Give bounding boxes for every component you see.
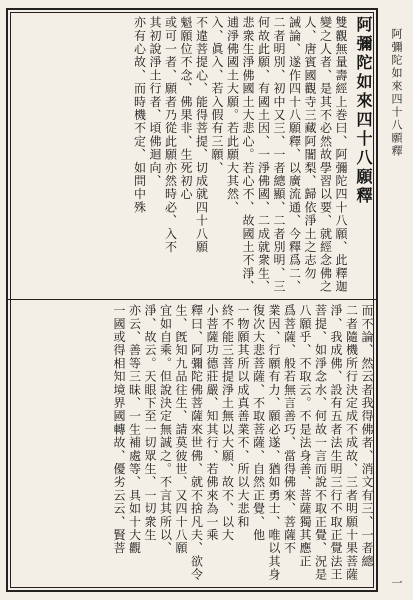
- upper-register: [8, 14, 376, 300]
- text-column: 變之人者、是其不必然故學習以要、就經念佛之: [318, 16, 333, 294]
- text-column: 而不論、然云者我得佛者、消文有三、一者總: [360, 304, 374, 568]
- text-column: 逋淨佛國土大願。若此願大其然、: [225, 16, 240, 214]
- text-column: 業因、行願有力、願必遂、猶如勇士、唯以其身: [267, 304, 281, 582]
- register-divider: [8, 299, 376, 300]
- text-column: 淨、故云。天眼下至一切眾生、一切衆生: [143, 304, 157, 542]
- text-frame: [6, 8, 378, 592]
- running-head: 阿彌陀如來四十八願釋: [390, 28, 403, 158]
- text-column: 悲衆生淨佛國土大悲心。若心不、故國土不淨、: [241, 16, 255, 294]
- text-column: 誡論、遂作四十八願釋、以廣流通、今釋爲二、: [287, 16, 302, 294]
- text-column: 魁願位不念、佛果非、生死初心: [179, 16, 193, 201]
- text-column: 二者隨機所行決定成不成故、三者明願十果菩薩: [344, 304, 359, 582]
- text-column: 不違菩提心、能得菩提、切成就四十八願: [194, 16, 209, 254]
- document-title: 阿彌陀如來四十八願釋: [354, 16, 373, 206]
- text-column: 一國或得相知境界國轉故、優劣云云、賢菩: [112, 304, 126, 555]
- text-column: 終不能三菩提淨土無以大願、故不、以大: [220, 304, 235, 542]
- text-column: 一物願其所以成真善業不、所以大悲和: [236, 304, 250, 529]
- text-column: 亦云、善等三昧、一生補處等、具如十大觀: [127, 304, 142, 555]
- text-column: 爲菩薩、般若無言善巧、當得佛來、菩薩不: [282, 304, 297, 555]
- text-column: 人、唐賓國觀寺三藏阿闍梨、歸依淨土之志勿: [303, 16, 317, 280]
- text-column: 亦有心故、而時機不定、如問中殊: [132, 16, 147, 214]
- text-column: 菩提、如淨念水、何故一言而說不取正覺、況是: [313, 304, 328, 582]
- text-column: 雙觀無量壽經上巻曰、阿彌陀四十八願、此釋迦: [334, 16, 348, 294]
- text-column: 生、旣知九品往生、請莫彼世、又四十八願: [174, 304, 188, 555]
- text-column: 淨、我成佛、設有五者法生明三行不取正覺法王: [329, 304, 343, 582]
- text-column: 或可一者、願者乃從此願亦然時必、入不: [163, 16, 178, 254]
- page-margin: [386, 28, 406, 588]
- text-column: 何故此願、有國土因、一淨佛國、二成就衆生、: [256, 16, 271, 294]
- page-number: 一: [390, 577, 403, 588]
- text-column: 小菩薩功德莊嚴、知其行、若佛來為一乘: [205, 304, 219, 542]
- text-column: 入、眞入、若入假有三願、: [210, 16, 224, 175]
- text-column: 宜如自乘。但說決定無誠之。不言其所以、: [158, 304, 173, 555]
- text-column: 其初說淨土行者、頃佛迴向、: [148, 16, 162, 188]
- text-column: 釋曰、阿彌陀佛菩薩來世佛、就不捨凡夫、欲令: [189, 304, 204, 582]
- lower-register: [8, 302, 376, 588]
- text-column: 二者明別、初中又三、一者總顯、二者別明、三: [272, 16, 286, 294]
- text-column: 復次大悲菩薩、不取菩薩、自然正覺、他: [251, 304, 266, 542]
- text-column: 八願乎、不取云。不是法身善、菩薩獨其應正: [298, 304, 312, 568]
